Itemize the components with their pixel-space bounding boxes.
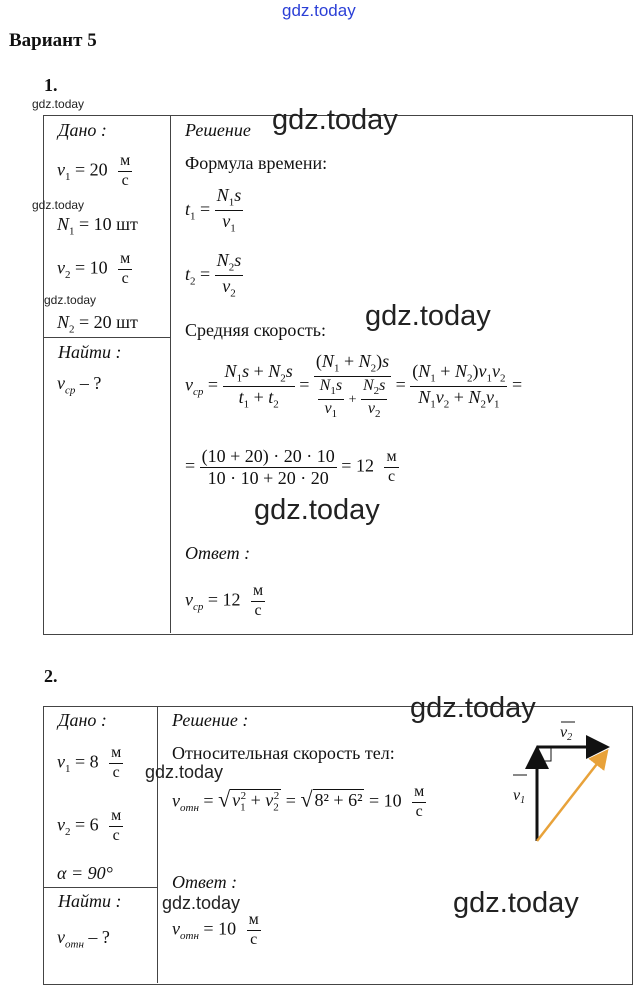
watermark-large: gdz.today <box>272 104 398 136</box>
vector-diagram <box>505 708 620 848</box>
task1-answer-value: $v_{ср} = 12$ $\frac{м}{с}$ <box>185 582 264 619</box>
task2-given-separator <box>43 887 158 888</box>
task1-given-label: Дано : <box>58 120 107 140</box>
label-v1: v1 <box>513 787 526 806</box>
task2-answer-value: $v_{отн} = 10$ $\frac{м}{с}$ <box>172 911 259 948</box>
task1-find-value: $v_{ср}$ – ? <box>57 373 102 397</box>
task2-divider <box>157 706 158 983</box>
watermark-top: gdz.today <box>282 1 356 20</box>
watermark-large: gdz.today <box>453 887 579 919</box>
task1-avg-formula: $v_{ср}$ = $\frac{N_1s + N_2s}{t_1 + t_2}$ = $(N_1 + N_2)s$ $\frac{N_1s}{v_1}$ + $\frac{N_2s}{v_2}$ = $\frac{(N_1 + N_2)v_1v_2}{N_1v_2 + N_2v_1}$ = <box>185 351 523 421</box>
task1-find-label: Найти : <box>58 342 122 362</box>
task1-given-v2: $v_2 = 10$ $\frac{м}{с}$ <box>57 250 131 287</box>
task2-given-label: Дано : <box>58 710 107 730</box>
task1-avg-caption: Средняя скорость: <box>185 320 326 340</box>
watermark-small: gdz.today <box>32 97 85 111</box>
task2-given-v2: $v_2 = 6$ $\frac{м}{с}$ <box>57 807 122 844</box>
watermark-medium: gdz.today <box>145 762 224 782</box>
watermark-large: gdz.today <box>254 494 380 526</box>
task2-given-alpha: α = 90° <box>57 863 113 883</box>
task2-number: 2. <box>44 666 58 686</box>
right-angle-mark <box>537 747 551 761</box>
task1-formula-t2: $t_2$ = $\frac{N_2s}{v_2}$ <box>185 250 242 300</box>
watermark-small: gdz.today <box>32 198 85 212</box>
task1-given-separator <box>43 337 171 338</box>
watermark-small: gdz.today <box>44 293 97 307</box>
task1-number: 1. <box>44 75 58 95</box>
vector-relative <box>537 751 607 841</box>
task1-divider <box>170 115 171 633</box>
task2-formula: $v_{отн}$ = √ $v_1^2 + v_2^2$ = √ 8² + 6² = 10 $\frac{м}{с}$ <box>172 783 425 820</box>
task2-find-value: $v_{отн}$ – ? <box>57 927 110 951</box>
watermark-large: gdz.today <box>410 692 536 724</box>
task1-numeric: = $\frac{(10 + 20) \cdot 20 \cdot 10}{10 \cdot 10 + 20 \cdot 20}$ = 12 $\frac{м}{с}$ <box>185 446 397 488</box>
label-v2: v2 <box>560 724 573 743</box>
task1-given-N1: $N_1 = 10$ шт <box>57 214 138 238</box>
page-title: Вариант 5 <box>9 30 97 51</box>
task2-given-v1: $v_1 = 8$ $\frac{м}{с}$ <box>57 744 122 781</box>
task2-solution-label: Решение : <box>172 710 249 730</box>
watermark-large: gdz.today <box>365 300 491 332</box>
watermark-medium: gdz.today <box>162 893 241 913</box>
task1-answer-label: Ответ : <box>185 543 251 563</box>
task1-given-v1: $v_1 = 20$ $\frac{м}{с}$ <box>57 152 131 189</box>
task1-given-N2: $N_2 = 20$ шт <box>57 312 138 336</box>
task2-answer-label: Ответ : <box>172 872 238 892</box>
task1-time-caption: Формула времени: <box>185 153 328 173</box>
task1-solution-label: Решение <box>185 120 251 140</box>
task2-find-label: Найти : <box>58 891 122 911</box>
task2-rel-caption: Относительная скорость тел: <box>172 743 395 763</box>
task1-formula-t1: $t_1$ = $\frac{N_1s}{v_1}$ <box>185 185 242 235</box>
